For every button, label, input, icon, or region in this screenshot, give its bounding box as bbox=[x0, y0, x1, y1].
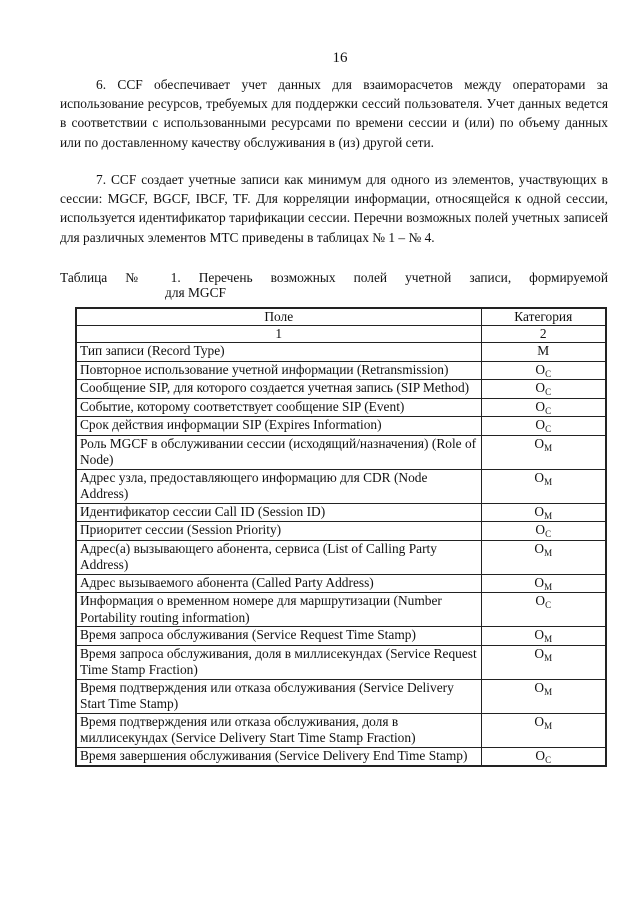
field-category bbox=[481, 469, 606, 503]
category-subscript: M bbox=[544, 442, 553, 453]
category-subscript: M bbox=[544, 510, 553, 521]
category-letter: O bbox=[534, 713, 545, 729]
paragraph-7: 7. CCF создает учетные записи как минимум для одного из элементов, участвующих в сессии: MGCF, BGCF, IBCF, TF. Для корреляции информации, относящейся к одной сессии, используется идентификатор тарификации сессии. Перечни возможных полей учетных записей для различных элементов МТС приведены в таблицах № 1 – № 4. bbox=[60, 172, 608, 245]
field-name: Адрес вызываемого абонента (Called Party Address) bbox=[76, 574, 481, 593]
field-name: Время подтверждения или отказа обслуживания (Service Delivery Start Time Stamp) bbox=[76, 679, 481, 713]
category-subscript: C bbox=[545, 529, 552, 539]
field-name: Приоритет сессии (Session Priority) bbox=[76, 522, 481, 541]
field-name: Информация о временном номере для маршрутизации (Number Portability routing information) bbox=[76, 593, 481, 627]
field-category bbox=[481, 435, 606, 469]
table-header-row bbox=[76, 308, 606, 326]
header-number-1: 1 bbox=[76, 326, 481, 343]
category-letter: O bbox=[534, 627, 545, 642]
field-category bbox=[481, 645, 606, 679]
table-row bbox=[76, 343, 606, 362]
table-row bbox=[76, 417, 606, 436]
table-row bbox=[76, 469, 606, 503]
table-row bbox=[76, 645, 606, 679]
category-letter: O bbox=[535, 522, 546, 537]
category-letter: O bbox=[534, 574, 545, 590]
category-subscript: C bbox=[545, 600, 552, 610]
category-subscript: C bbox=[545, 368, 552, 379]
field-category bbox=[481, 522, 606, 541]
table-row bbox=[76, 540, 606, 574]
field-name: Время завершения обслуживания (Service Delivery End Time Stamp) bbox=[76, 747, 481, 766]
table-row bbox=[76, 361, 606, 380]
table-row bbox=[76, 380, 606, 399]
category-subscript: C bbox=[545, 387, 552, 397]
category-subscript: C bbox=[545, 405, 552, 416]
field-name: Тип записи (Record Type) bbox=[76, 343, 481, 362]
category-letter: O bbox=[535, 380, 546, 395]
field-name: Время подтверждения или отказа обслуживания, доля в миллисекундах (Service Delivery Start Time Stamp Fraction) bbox=[76, 713, 481, 747]
category-letter: O bbox=[535, 747, 546, 763]
field-name: Повторное использование учетной информации (Retransmission) bbox=[76, 361, 481, 380]
table-row bbox=[76, 574, 606, 593]
field-category bbox=[481, 540, 606, 574]
field-name: Время запроса обслуживания (Service Request Time Stamp) bbox=[76, 627, 481, 646]
table-caption-line-2: для MGCF bbox=[165, 285, 226, 300]
field-name: Роль MGCF в обслуживании сессии (исходящий/назначения) (Role of Node) bbox=[76, 435, 481, 469]
category-letter: O bbox=[535, 398, 546, 414]
table-row bbox=[76, 435, 606, 469]
category-letter: O bbox=[535, 593, 546, 608]
field-name: Идентификатор сессии Call ID (Session ID) bbox=[76, 503, 481, 522]
table-row bbox=[76, 522, 606, 541]
category-subscript: C bbox=[545, 754, 552, 765]
table-row bbox=[76, 398, 606, 417]
table-row bbox=[76, 503, 606, 522]
field-category bbox=[481, 343, 606, 362]
field-category bbox=[481, 747, 606, 766]
category-letter: O bbox=[534, 503, 545, 519]
field-name: Событие, которому соответствует сообщение SIP (Event) bbox=[76, 398, 481, 417]
category-subscript: M bbox=[544, 720, 553, 731]
category-letter: O bbox=[535, 417, 546, 432]
category-letter: O bbox=[534, 645, 545, 661]
category-subscript: M bbox=[544, 686, 553, 697]
field-name: Адрес(а) вызывающего абонента, сервиса (List of Calling Party Address) bbox=[76, 540, 481, 574]
field-category bbox=[481, 574, 606, 593]
table-row bbox=[76, 713, 606, 747]
field-category bbox=[481, 398, 606, 417]
paragraph-6: 6. CCF обеспечивает учет данных для взаиморасчетов между операторами за использование ресурсов, требуемых для поддержки сессий пользователя. Учет данных ведется в соответствии с использованными ресурсами по времени сессии и (или) по объему данных или по доставленному качеству обслуживания в (из) другой сети. bbox=[60, 77, 608, 150]
field-name: Время запроса обслуживания, доля в миллисекундах (Service Request Time Stamp Fraction) bbox=[76, 645, 481, 679]
table-row bbox=[76, 627, 606, 646]
table-caption bbox=[60, 270, 608, 300]
category-subscript: C bbox=[545, 424, 552, 434]
header-category: Категория bbox=[481, 308, 606, 326]
table-row bbox=[76, 593, 606, 627]
category-subscript: M bbox=[544, 652, 553, 663]
field-name: Срок действия информации SIP (Expires Information) bbox=[76, 417, 481, 436]
table-number-row bbox=[76, 326, 606, 343]
category-subscript: M bbox=[544, 547, 553, 558]
category-letter: O bbox=[534, 540, 545, 556]
field-name: Адрес узла, предоставляющего информацию для CDR (Node Address) bbox=[76, 469, 481, 503]
field-category bbox=[481, 503, 606, 522]
field-category bbox=[481, 593, 606, 627]
field-category bbox=[481, 380, 606, 399]
table-row bbox=[76, 747, 606, 766]
field-name: Сообщение SIP, для которого создается учетная запись (SIP Method) bbox=[76, 380, 481, 399]
category-subscript: M bbox=[544, 476, 553, 487]
field-category bbox=[481, 417, 606, 436]
field-category bbox=[481, 679, 606, 713]
header-number-2: 2 bbox=[481, 326, 606, 343]
header-field: Поле bbox=[76, 308, 481, 326]
fields-table bbox=[75, 307, 607, 767]
category-letter: M bbox=[537, 343, 550, 358]
category-letter: O bbox=[534, 435, 545, 451]
category-letter: O bbox=[535, 361, 546, 377]
category-letter: O bbox=[534, 679, 545, 695]
field-category bbox=[481, 361, 606, 380]
category-subscript: M bbox=[544, 581, 553, 592]
field-category bbox=[481, 713, 606, 747]
category-subscript: M bbox=[544, 634, 553, 644]
table-caption-line-1: Таблица № 1. Перечень возможных полей учетной записи, формируемой bbox=[60, 270, 608, 285]
category-letter: O bbox=[534, 469, 545, 485]
table-row bbox=[76, 679, 606, 713]
page-number: 16 bbox=[332, 50, 348, 66]
field-category bbox=[481, 627, 606, 646]
